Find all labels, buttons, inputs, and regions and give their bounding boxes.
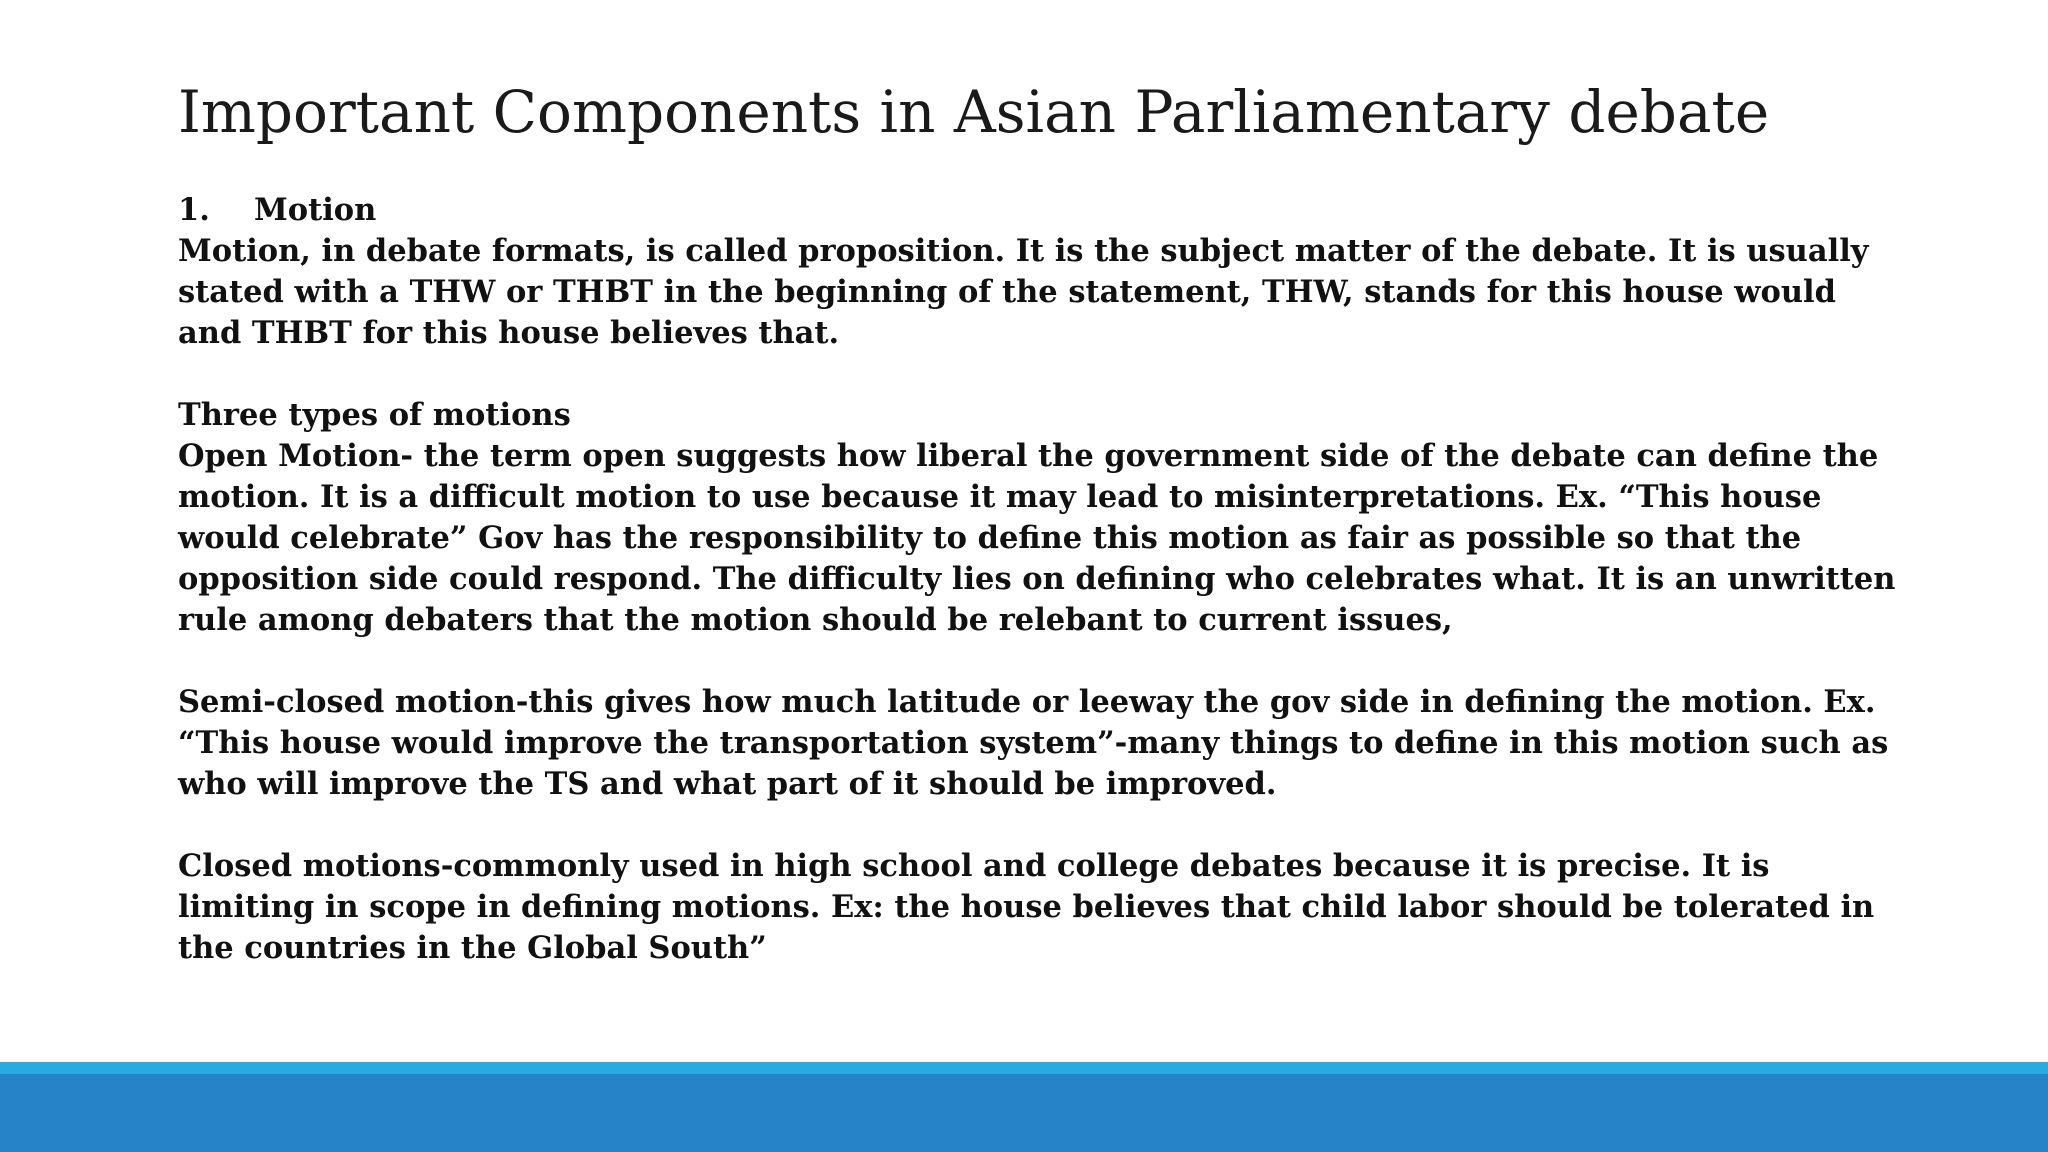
subheading-three-types: Three types of motions: [178, 397, 571, 433]
footer-bar: [0, 1074, 2048, 1152]
list-number: 1.: [178, 192, 210, 228]
paragraph-gap: [178, 641, 1898, 682]
paragraph-gap: [178, 805, 1898, 846]
list-heading-text: Motion: [254, 192, 377, 228]
footer-accent-strip: [0, 1062, 2048, 1074]
paragraph-open-motion: Open Motion- the term open suggests how liberal the government side of the debate can define the motion. It is a difficult motion to use because it may lead to misinterpretations. Ex. “This house would celebrate” Gov has the responsibility to define this motion as fair as possible so that the opposition side could respond. The difficulty lies on defining who celebrates what. It is an unwritten rule among debaters that the motion should be relebant to current issues,: [178, 438, 1896, 638]
slide-body: [178, 190, 1898, 969]
list-heading-motion: [178, 190, 1898, 231]
paragraph-semi-closed-motion: Semi-closed motion-this gives how much latitude or leeway the gov side in defining the motion. Ex. “This house would improve the transportation system”-many things to define in this motion such as who will improve the TS and what part of it should be improved.: [178, 684, 1889, 802]
paragraph-gap: [178, 354, 1898, 395]
paragraph-motion-definition: Motion, in debate formats, is called proposition. It is the subject matter of the debate. It is usually stated with a THW or THBT in the beginning of the statement, THW, stands for this house would and THBT for this house believes that.: [178, 233, 1869, 351]
slide-title: Important Components in Asian Parliamentary debate: [178, 78, 1770, 146]
paragraph-closed-motion: Closed motions-commonly used in high school and college debates because it is precise. It is limiting in scope in defining motions. Ex: the house believes that child labor should be tolerated in the countries in the Global South”: [178, 848, 1875, 966]
